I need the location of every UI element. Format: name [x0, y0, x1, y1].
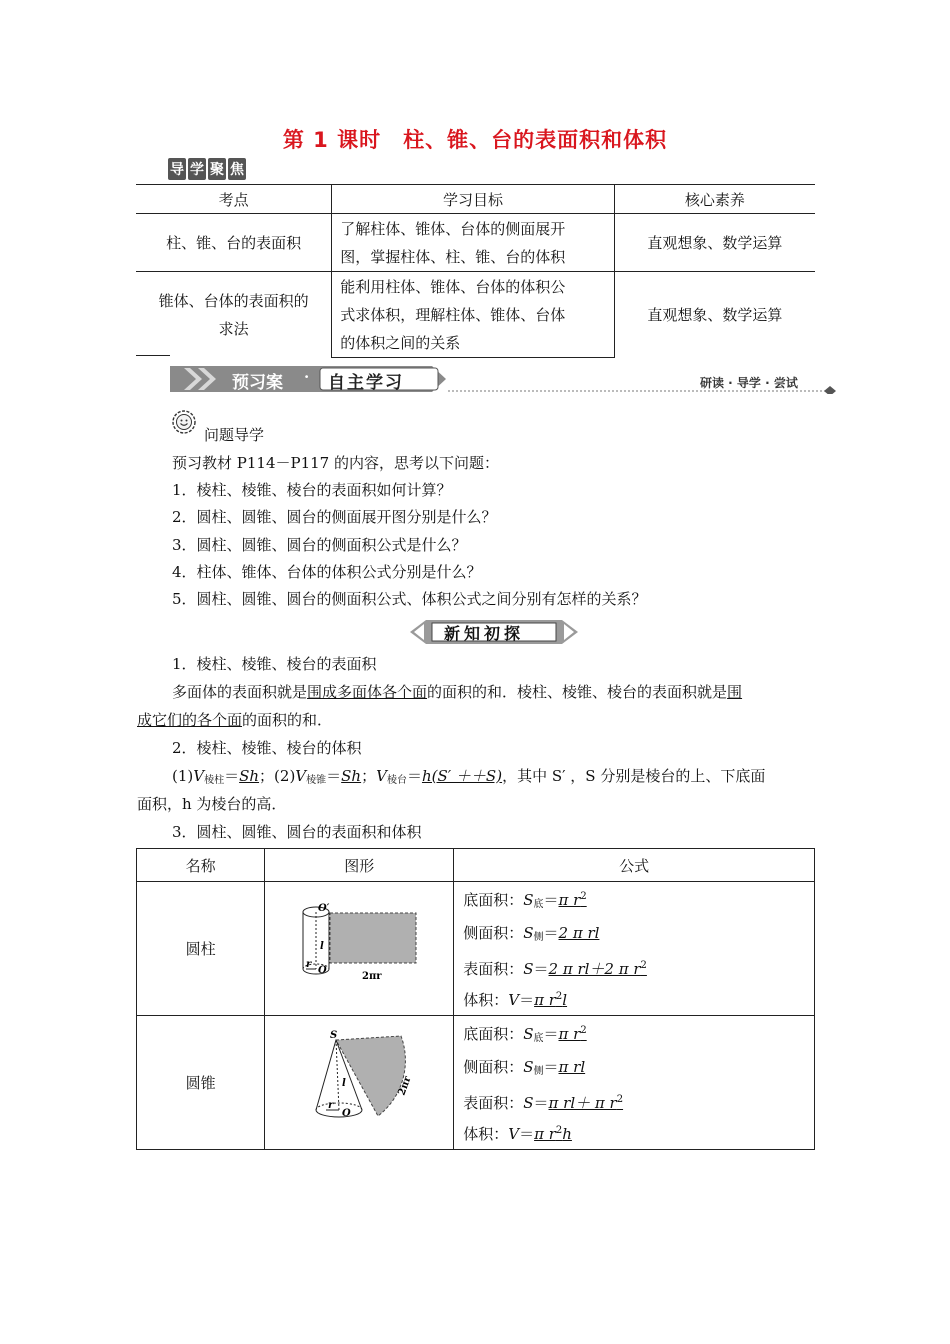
text-run: ＝ — [406, 767, 422, 785]
table-row — [136, 272, 815, 358]
solid-name: 圆锥 — [137, 1016, 265, 1150]
literacy-cell: 直观想象、数学运算 — [614, 214, 815, 272]
cone-figure-cell — [265, 1016, 454, 1150]
formula-label: 侧面积： — [463, 924, 524, 942]
label-s: S — [330, 1029, 338, 1041]
goal-line: 能利用柱体、锥体、台体的体积公 — [340, 277, 566, 296]
table-header-row — [136, 185, 815, 214]
answer-blank: π r — [558, 1025, 581, 1043]
topic-cell: 柱、锥、台的表面积 — [136, 214, 332, 272]
intro-text: 预习教材 P114－P117 的内容，思考以下问题： — [172, 454, 499, 472]
subscript: 棱柱 — [204, 775, 225, 786]
answer-blank: h(S′ ＋＋S) — [421, 767, 503, 785]
header-figure: 图形 — [265, 849, 454, 882]
answer-blank: Sh — [341, 767, 362, 785]
text-run: ＝ — [543, 1025, 559, 1043]
header-formula: 公式 — [454, 849, 815, 882]
subscript: 棱台 — [386, 775, 407, 786]
answer-blank: π r — [558, 891, 581, 909]
goal-line: 图，掌握柱体、柱、锥、台的体积 — [340, 247, 566, 266]
text-run: ，其中 S′ ，S 分别是棱台的上、下底面 — [502, 767, 766, 785]
question-item: 5．圆柱、圆锥、圆台的侧面积公式、体积公式之间分别有怎样的关系？ — [172, 590, 647, 608]
topic-cell — [136, 272, 332, 358]
text-run: ＝ — [543, 924, 559, 942]
section-1-para-line1 — [172, 681, 742, 702]
question-guide-title: 问题导学 — [204, 426, 265, 444]
var: S — [523, 960, 534, 978]
formula-label: 表面积： — [463, 960, 524, 978]
banner-dot: · — [304, 368, 310, 386]
text-run: ； — [361, 767, 377, 785]
text-run: 多面体的表面积就是 — [172, 683, 308, 701]
var: V — [376, 767, 387, 785]
banner-tag: 研读 · 导学 · 尝试 — [700, 376, 798, 390]
text-run: ＝ — [543, 891, 559, 909]
label-circumference: 2πr — [362, 970, 382, 982]
answer-blank: 成它们的各个面 — [137, 711, 243, 729]
cone-net-figure — [266, 1026, 452, 1136]
solid-name: 圆柱 — [137, 882, 265, 1016]
formula-line — [455, 1053, 813, 1086]
goal-line: 式求体积，理解柱体、锥体、台体 — [340, 305, 566, 324]
answer-blank: 2 π rl＋2 π r — [548, 960, 641, 978]
var: S — [523, 891, 534, 909]
header-literacy: 核心素养 — [614, 185, 815, 214]
cylinder-net-figure — [266, 891, 452, 1003]
answer-blank: 2 π rl — [558, 924, 600, 942]
cone-formulas — [454, 1016, 815, 1150]
header-topic: 考点 — [136, 185, 332, 214]
text-run: 的面积的和． — [242, 711, 333, 729]
section-2-para-line2: 面积，h 为棱台的高． — [137, 795, 287, 813]
formula-line — [455, 1117, 813, 1148]
superscript: 2 — [555, 991, 563, 1002]
label-char: 焦 — [228, 158, 246, 180]
smiley-icon — [172, 410, 196, 438]
solids-formula-table — [136, 848, 815, 1150]
var: V — [193, 767, 205, 785]
var: S — [523, 1025, 534, 1043]
label-l: l — [320, 940, 325, 952]
answer-blank: π rl — [558, 1058, 586, 1076]
formula-line — [455, 952, 813, 983]
label-char: 聚 — [208, 158, 226, 180]
table-row — [137, 882, 815, 1016]
label-circumference: 2πr — [396, 1074, 414, 1097]
cylinder-formulas — [454, 882, 815, 1016]
var: V — [295, 767, 307, 785]
label-l: l — [342, 1077, 347, 1089]
label-r: r — [328, 1099, 334, 1111]
formula-line — [455, 919, 813, 952]
superscript: 2 — [580, 891, 587, 902]
topic-line: 求法 — [218, 319, 249, 338]
subscript: 底 — [533, 899, 544, 910]
text-run: ＝ — [326, 767, 342, 785]
answer-blank: h — [562, 1125, 572, 1143]
formula-label: 底面积： — [463, 1025, 524, 1043]
label-o: O — [318, 964, 327, 976]
label-char: 导 — [168, 158, 186, 180]
subscript: 侧 — [533, 932, 544, 943]
formula-label: 侧面积： — [463, 1058, 524, 1076]
answer-blank: π r — [534, 991, 556, 1009]
cylinder-figure-cell — [265, 882, 454, 1016]
label-r: r — [306, 958, 312, 970]
topic-line: 锥体、台体的表面积的 — [158, 291, 309, 310]
label-o-prime: O′ — [318, 902, 330, 914]
superscript: 2 — [616, 1094, 624, 1105]
formula-label: 底面积： — [463, 891, 524, 909]
table-row — [137, 1016, 815, 1150]
section-2-title: 2．棱柱、棱锥、棱台的体积 — [172, 739, 362, 757]
text-run: ＝ — [543, 1058, 559, 1076]
subscript: 底 — [533, 1033, 544, 1044]
answer-blank: π r — [534, 1125, 556, 1143]
var: S — [523, 924, 534, 942]
subscript: 棱锥 — [306, 775, 327, 786]
formula-label: 体积： — [463, 991, 509, 1009]
label-char: 学 — [188, 158, 206, 180]
goal-line: 了解柱体、锥体、台体的侧面展开 — [340, 219, 566, 238]
superscript: 2 — [555, 1125, 563, 1136]
var: S — [523, 1058, 534, 1076]
section-2-formula-line — [172, 765, 765, 786]
text-run: ＝ — [519, 991, 535, 1009]
var: V — [508, 1125, 520, 1143]
formula-line — [455, 1086, 813, 1117]
section-1-para-line2 — [137, 709, 332, 730]
answer-blank: π rl＋ π r — [548, 1094, 617, 1112]
formula-label: 表面积： — [463, 1094, 524, 1112]
section-banner — [170, 364, 840, 394]
label-o: O — [342, 1107, 351, 1119]
formula-line — [455, 883, 813, 919]
answer-blank: l — [562, 991, 568, 1009]
text-run: 的面积的和．棱柱、棱锥、棱台的表面积就是 — [427, 683, 728, 701]
banner-left-text: 预习案 — [232, 373, 283, 393]
table-header-row — [137, 849, 815, 882]
superscript: 2 — [640, 960, 647, 971]
table-bottom-rule — [136, 355, 170, 356]
literacy-cell: 直观想象、数学运算 — [614, 272, 815, 358]
page-title: 第 1 课时 柱、锥、台的表面积和体积 — [282, 128, 668, 152]
study-focus-table — [136, 184, 815, 358]
formula-label: 体积： — [463, 1125, 509, 1143]
subscript: 侧 — [533, 1066, 544, 1077]
daoxue-juji-label — [168, 158, 248, 180]
text-run: ＝ — [533, 1094, 549, 1112]
answer-blank: Sh — [239, 767, 260, 785]
var: V — [508, 991, 520, 1009]
answer-blank: 围成多面体各个面 — [307, 683, 428, 701]
section-3-title: 3．圆柱、圆锥、圆台的表面积和体积 — [172, 823, 422, 841]
question-item: 3．圆柱、圆锥、圆台的侧面积公式是什么？ — [172, 536, 467, 554]
header-goal: 学习目标 — [332, 185, 614, 214]
text-run: ＝ — [519, 1125, 535, 1143]
goal-cell — [332, 214, 614, 272]
formula-line — [455, 1017, 813, 1053]
text-run: ＝ — [533, 960, 549, 978]
superscript: 2 — [580, 1025, 587, 1036]
question-item: 4．柱体、锥体、台体的体积公式分别是什么？ — [172, 563, 482, 581]
new-knowledge-text: 新知初探 — [444, 624, 525, 643]
goal-cell — [332, 272, 614, 358]
banner-right-text: 自主学习 — [328, 373, 404, 393]
question-item: 2．圆柱、圆锥、圆台的侧面展开图分别是什么？ — [172, 508, 497, 526]
question-item: 1．棱柱、棱锥、棱台的表面积如何计算？ — [172, 481, 452, 499]
formula-line — [455, 983, 813, 1014]
goal-line: 的体积之间的关系 — [340, 333, 461, 352]
table-row — [136, 214, 815, 272]
text-run: ；(2) — [259, 767, 296, 785]
section-1-title: 1．棱柱、棱锥、棱台的表面积 — [172, 655, 377, 673]
answer-blank: 围 — [727, 683, 743, 701]
text-run: (1) — [172, 767, 194, 785]
new-knowledge-banner — [410, 618, 578, 646]
var: S — [523, 1094, 534, 1112]
header-name: 名称 — [137, 849, 265, 882]
text-run: ＝ — [224, 767, 240, 785]
